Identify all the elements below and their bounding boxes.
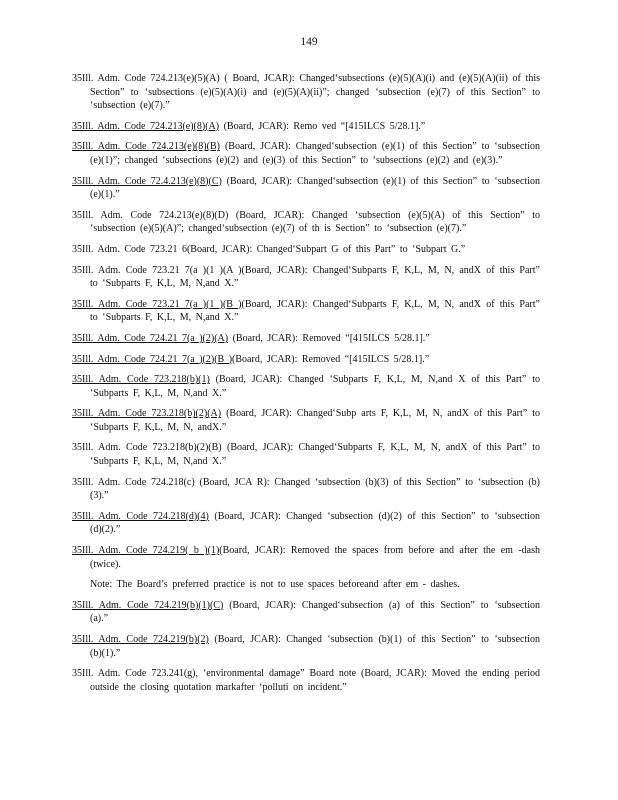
change-entry bbox=[72, 72, 540, 113]
code-citation: 35Ill. Adm. Code 724.21 7(a )(2)(B ) bbox=[72, 353, 233, 365]
change-entry bbox=[72, 175, 540, 202]
code-citation: 35Ill. Adm. Code 723.218(b)(1) bbox=[72, 374, 210, 386]
change-entry bbox=[72, 264, 540, 291]
change-entry bbox=[72, 667, 540, 694]
change-description: (Board, JCAR): Changed ‘subsection (b)(1) of this Section” to ‘subsection (b)(1).” bbox=[90, 634, 541, 659]
code-citation: 35Ill. Adm. Code 723.218(b)(2)(A) bbox=[72, 408, 222, 420]
change-description: (Board, JCAR): Remo ved “[415ILCS 5/28.1].” bbox=[219, 120, 426, 132]
change-description: (Board, JCAR): Changed‘Subpart G of this Part” to ‘Subpart G.” bbox=[186, 243, 466, 255]
change-description: (Board, JCAR): Changed‘Subparts F, K,L, M, N, andX of this Part” to ‘Subparts F, K,L, M, N,and X.” bbox=[90, 298, 540, 324]
change-description: (Board, JCAR): Changed‘Subp arts F, K,L, M, N, andX of this Part” to ‘Subparts F, K,L, M, N, andX.” bbox=[90, 408, 540, 433]
code-citation: 35Ill. Adm. Code 723.241(g), bbox=[72, 668, 198, 680]
change-description: ‘environmental damage” Board note (Board, JCAR): Moved the ending period outside the closing quotation markafter ‘polluti on incident.” bbox=[90, 668, 540, 693]
code-citation: 35Ill. Adm. Code 723.21 7(a )(1 )(B ) bbox=[72, 298, 242, 310]
code-citation: 35Ill. Adm. Code 723.21 7(a )(1 )(A ) bbox=[72, 264, 242, 276]
change-description: (Board, JCAR): Changed ‘subsection (d)(2) of this Section” to ‘subsection (d)(2).” bbox=[90, 510, 541, 536]
code-citation: 35Ill. Adm. Code 724.213(e)(8)(A) bbox=[72, 120, 220, 132]
change-entry bbox=[72, 373, 540, 400]
change-entry bbox=[72, 599, 540, 626]
code-citation: 35Ill. Adm. Code 723.218(b)(2)(B) bbox=[72, 442, 222, 454]
page-number: 149 bbox=[300, 36, 318, 48]
code-citation: 35Ill. Adm. Code 724.219(b)(1)(C) bbox=[72, 599, 224, 611]
code-citation: 35Ill. Adm. Code 724.219(b)(2) bbox=[72, 634, 209, 645]
change-entry bbox=[72, 353, 540, 367]
code-citation: 35Ill. Adm. Code 724.219( b )(1) bbox=[72, 545, 220, 557]
code-citation: 35Ill. Adm. Code 724.213(e)(8)(B) bbox=[72, 141, 220, 153]
change-entry bbox=[72, 476, 540, 503]
change-description: (Board, JCAR): Changed‘Subparts F, K,L, M, N, andX of this Part” to ‘Subparts F, K,L, M, N,and X.” bbox=[90, 442, 540, 468]
change-description: (Board, JCAR): Changed ‘Subparts F, K,L, M, N,and X of this Part” to ‘Subparts F, K,L, M, N,and X.” bbox=[90, 374, 540, 399]
code-citation: 35Ill. Adm. Code 723.21 6 bbox=[72, 243, 187, 255]
change-entry bbox=[72, 332, 540, 346]
change-entry bbox=[72, 243, 540, 257]
change-description: (Board, JCA R): Changed ‘subsection (b)(3) of this Section” to ‘subsection (b)(3).” bbox=[90, 476, 540, 502]
entries-list bbox=[72, 72, 540, 701]
code-citation: 35Ill. Adm. Code 724.213(e)(8)(D) bbox=[72, 209, 229, 221]
change-description: (Board, JCAR): Changed‘Subparts F, K,L, M, N, andX of this Part” to ‘Subparts F, K,L, M, N,and X.” bbox=[90, 264, 540, 290]
change-description: (Board, JCAR): Changed‘subsection (e)(1) of this Section” to ‘subsection (e)(1).” bbox=[90, 175, 540, 201]
change-entry bbox=[72, 298, 540, 325]
code-citation: 35Ill. Adm. Code 724.218(c) bbox=[72, 476, 195, 488]
change-entry bbox=[72, 633, 540, 660]
change-entry bbox=[72, 544, 540, 571]
change-entry bbox=[72, 407, 540, 434]
change-description: (Board, JCAR): Removed “[415ILCS 5/28.1].” bbox=[228, 332, 430, 344]
change-entry bbox=[72, 209, 540, 236]
change-description: (Board, JCAR): Changed‘subsection (a) of this Section” to ‘subsection (a).” bbox=[90, 599, 541, 625]
change-description: (Board, JCAR): Changed ‘subsection (e)(5)(A) of this Section” to ‘subsection (e)(5)(A)”; changed‘subsection (e)(7) of th is Section” to ‘subsection (e)(7).” bbox=[90, 209, 540, 235]
code-citation: 35Ill. Adm. Code 72.4.213(e)(8)(C) bbox=[72, 175, 222, 187]
code-citation: 35Ill. Adm. Code 724.213(e)(5)(A) bbox=[72, 73, 220, 84]
change-description: (Board, JCAR): Removed the spaces from before and after the em -dash (twice). bbox=[90, 545, 541, 570]
code-citation: 35Ill. Adm. Code 724.218(d)(4) bbox=[72, 510, 209, 522]
change-description: ( Board, JCAR): Changed‘subsections (e)(5)(A)(i) and (e)(5)(A)(ii) of this Section” to ‘subsections (e)(5)(A)(i) and (e)(5)(A)(ii)”; changed ‘subsection (e)(7) of this Section” to ‘subsection (e)(7).” bbox=[90, 73, 540, 112]
change-entry bbox=[72, 510, 540, 537]
code-citation: 35Ill. Adm. Code 724.21 7(a )(2)(A) bbox=[72, 332, 229, 344]
change-entry bbox=[72, 140, 540, 167]
change-entry bbox=[72, 441, 540, 468]
change-entry bbox=[72, 120, 540, 134]
change-description: (Board, JCAR): Removed “[415ILCS 5/28.1].” bbox=[232, 353, 430, 365]
editorial-note: Note: The Board’s preferred practice is not to use spaces beforeand after em - dashes. bbox=[90, 579, 460, 591]
change-description: (Board, JCAR): Changed‘subsection (e)(1) of this Section” to ‘subsection (e)(1)”; changed ‘subsections (e)(2) and (e)(3) of this Section” to ‘subsections (e)(2) and (e)(3).” bbox=[90, 141, 540, 166]
